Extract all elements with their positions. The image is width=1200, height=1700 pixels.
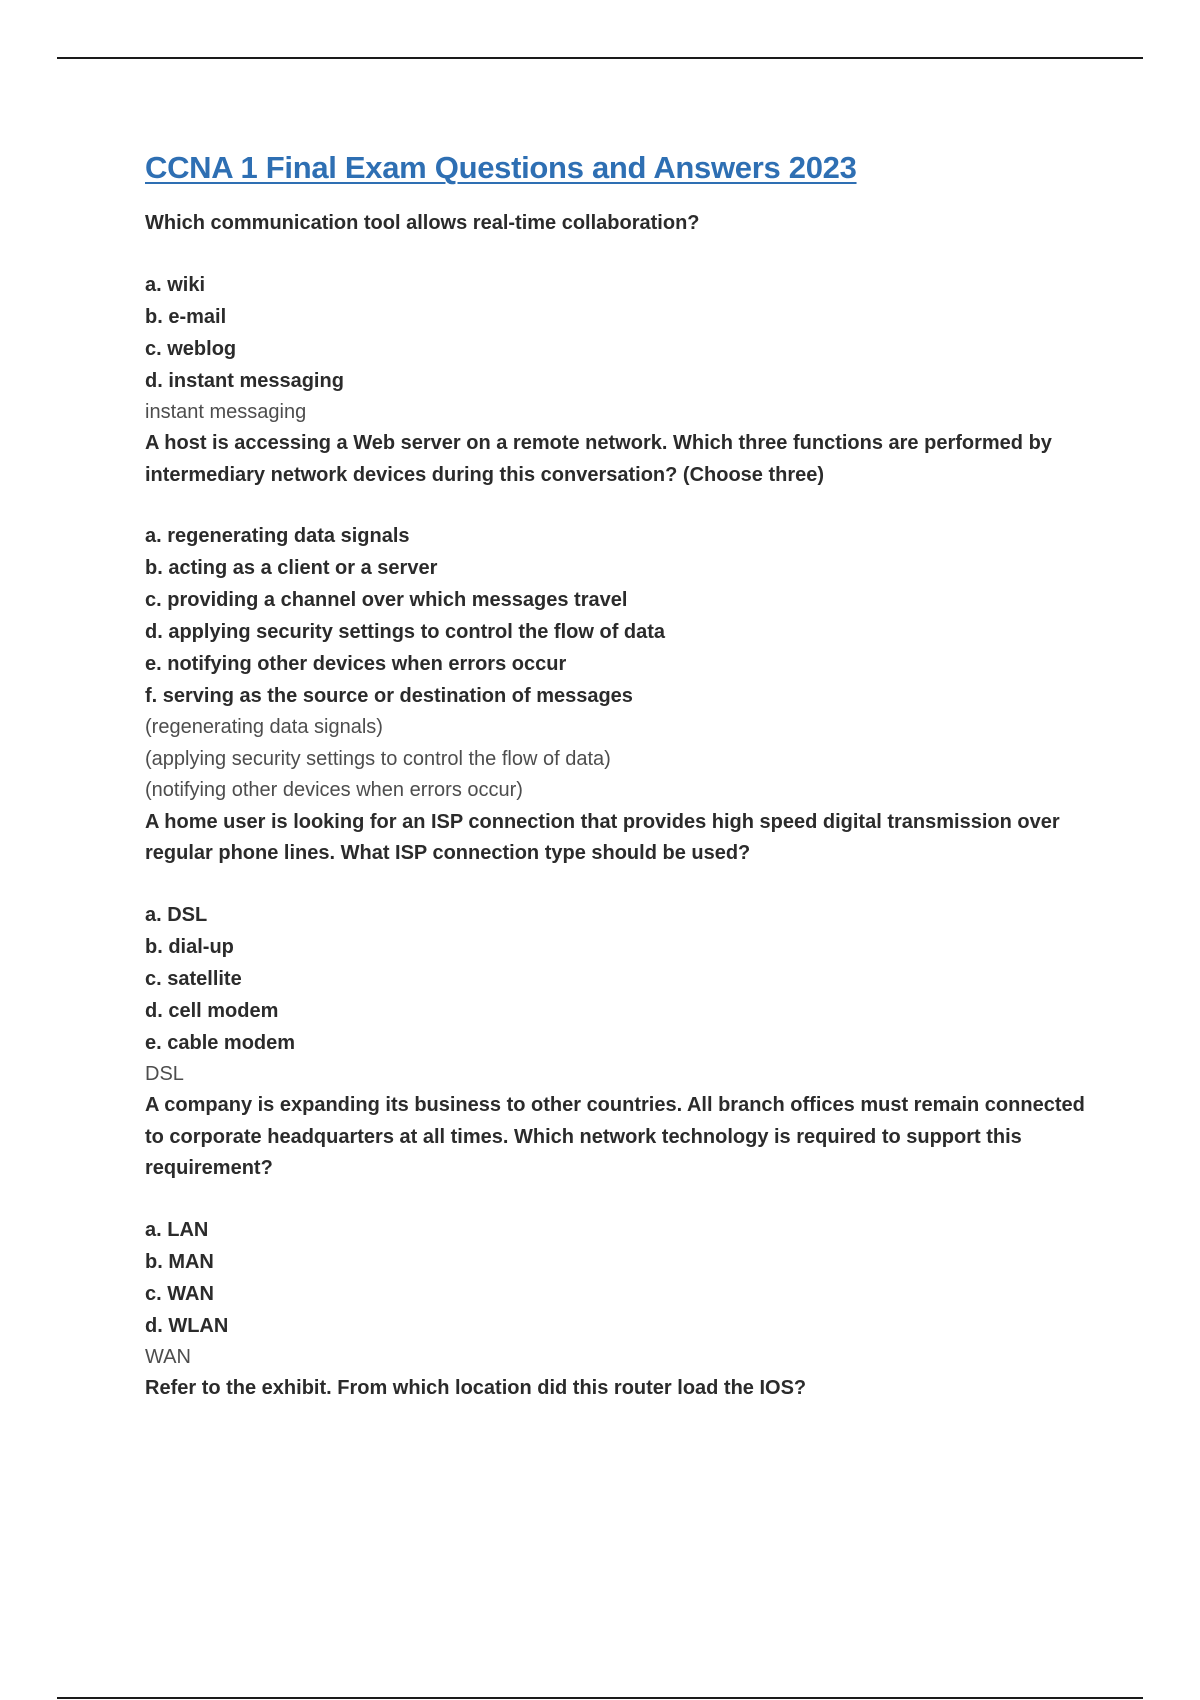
question-block <box>145 1090 1095 1373</box>
option-list <box>145 269 1095 397</box>
option-item: c. WAN <box>145 1282 214 1305</box>
question-text: A home user is looking for an ISP connection that provides high speed digital transmission over regular phone lines. What ISP connection type should be used? <box>145 810 1060 864</box>
option-item: c. weblog <box>145 337 237 360</box>
question-block <box>145 1373 1095 1405</box>
option-item: d. WLAN <box>145 1314 229 1337</box>
question-block <box>145 208 1095 428</box>
option-item: c. providing a channel over which messages travel <box>145 589 628 611</box>
option-item: b. acting as a client or a server <box>145 557 438 579</box>
answer-text: (notifying other devices when errors occur) <box>145 779 523 801</box>
question-text: Refer to the exhibit. From which location did this router load the IOS? <box>145 1377 807 1399</box>
option-item: a. LAN <box>145 1218 209 1241</box>
document-body <box>145 148 1095 1405</box>
document-title[interactable]: CCNA 1 Final Exam Questions and Answers 2023 <box>145 150 857 185</box>
answer-text: DSL <box>145 1062 184 1085</box>
option-item: c. satellite <box>145 967 242 990</box>
question-block <box>145 807 1095 1091</box>
question-text: Which communication tool allows real-time collaboration? <box>145 212 700 234</box>
option-list <box>145 1214 1095 1342</box>
answer-text: instant messaging <box>145 400 307 423</box>
header-rule <box>57 57 1143 59</box>
option-item: a. DSL <box>145 903 208 926</box>
option-item: a. wiki <box>145 273 206 296</box>
option-item: f. serving as the source or destination of messages <box>145 685 633 707</box>
option-item: a. regenerating data signals <box>145 525 410 547</box>
option-item: b. e-mail <box>145 305 227 328</box>
answer-text: (regenerating data signals) <box>145 716 383 738</box>
option-item: b. MAN <box>145 1250 214 1273</box>
option-item: b. dial-up <box>145 935 234 958</box>
option-item: d. cell modem <box>145 999 279 1022</box>
question-block <box>145 428 1095 807</box>
question-text: A host is accessing a Web server on a remote network. Which three functions are performed by intermediary network devices during this conversation? (Choose three) <box>145 432 1052 486</box>
footer-rule <box>57 1697 1143 1699</box>
option-list <box>145 899 1095 1059</box>
option-item: d. instant messaging <box>145 369 344 392</box>
question-text: A company is expanding its business to other countries. All branch offices must remain connected to corporate headquarters at all times. Which network technology is required to support this requirement? <box>145 1094 1085 1179</box>
answer-text: (applying security settings to control the flow of data) <box>145 747 611 770</box>
option-item: d. applying security settings to control the flow of data <box>145 621 666 643</box>
answer-text: WAN <box>145 1345 191 1368</box>
option-item: e. notifying other devices when errors occur <box>145 653 567 675</box>
option-list <box>145 520 1095 712</box>
option-item: e. cable modem <box>145 1031 296 1054</box>
